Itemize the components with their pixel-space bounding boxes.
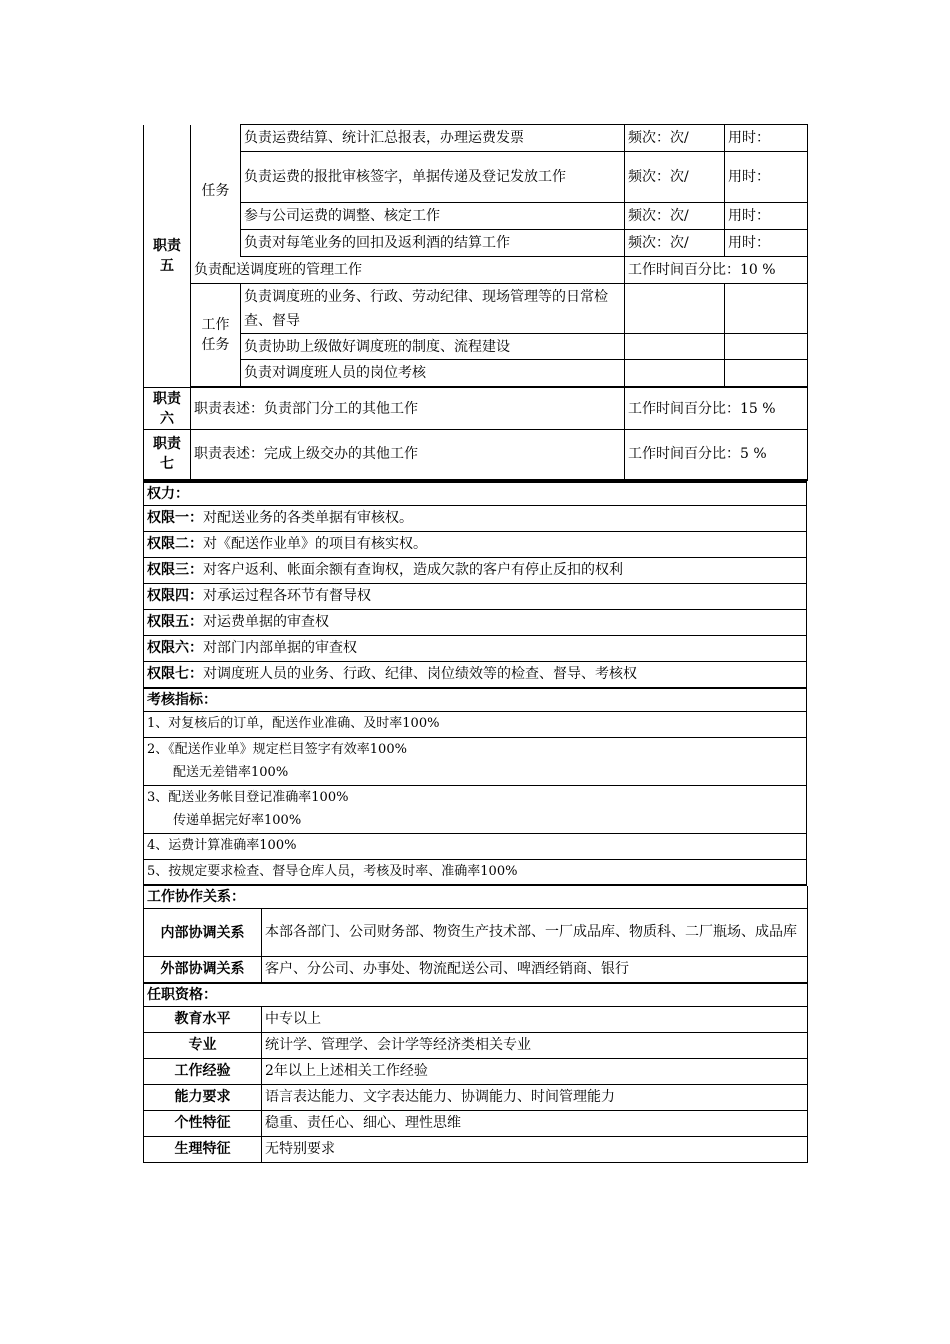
duties-table — [143, 124, 808, 481]
duty5-label-line2: 五 — [160, 257, 174, 274]
authority-item — [144, 557, 807, 583]
qualification-value: 语言表达能力、文字表达能力、协调能力、时间管理能力 — [262, 1084, 808, 1110]
cooperation-title: 工作协作关系： — [144, 886, 808, 909]
authority-label: 权限四： — [147, 588, 203, 604]
authority-title: 权力： — [144, 482, 807, 506]
duty5-sub2-task-1-time — [725, 284, 808, 334]
duty5-task-1: 负责运费结算、统计汇总报表，办理运费发票 — [241, 125, 625, 152]
duty5-sub2-task-3-freq — [625, 360, 725, 387]
duty6-percent: 工作时间百分比：15 % — [625, 388, 808, 430]
qualification-value: 稳重、责任心、细心、理性思维 — [262, 1110, 808, 1136]
authority-label: 权限七： — [147, 666, 203, 682]
internal-coordination-text: 本部各部门、公司财务部、物资生产技术部、一厂成品库、物质科、二厂瓶场、成品库 — [262, 909, 808, 957]
qualification-value: 中专以上 — [262, 1006, 808, 1032]
authority-text: 对部门内部单据的审查权 — [203, 640, 357, 656]
authority-item — [144, 583, 807, 609]
kpi-title: 考核指标： — [144, 688, 807, 711]
authority-table — [143, 481, 807, 688]
authority-text: 对调度班人员的业务、行政、纪律、岗位绩效等的检查、督导、考核权 — [203, 666, 637, 682]
duty5-task-2-time: 用时： — [725, 152, 808, 203]
job-description-page — [143, 124, 807, 1163]
authority-item — [144, 609, 807, 635]
duty5-sub1-label: 任务 — [191, 125, 241, 257]
internal-coordination-label: 内部协调关系 — [144, 909, 262, 957]
duty6-statement: 职责表述：负责部门分工的其他工作 — [191, 388, 625, 430]
duty5-sub2-task-1: 负责调度班的业务、行政、劳动纪律、现场管理等的日常检查、督导 — [241, 284, 625, 334]
authority-item — [144, 635, 807, 661]
qualification-title: 任职资格： — [144, 984, 808, 1007]
duty5-sub2-task-2-time — [725, 334, 808, 360]
duty7-statement: 职责表述：完成上级交办的其他工作 — [191, 430, 625, 480]
authority-item — [144, 661, 807, 687]
duty5-task-4-time: 用时： — [725, 230, 808, 257]
qualification-label: 教育水平 — [144, 1006, 262, 1032]
duty5-sub2-task-3: 负责对调度班人员的岗位考核 — [241, 360, 625, 387]
kpi-item — [144, 859, 807, 885]
kpi-line-2: 配送无差错率100% — [173, 765, 289, 780]
cooperation-table — [143, 886, 808, 984]
duty5-task-3-freq: 频次：次/ — [625, 203, 725, 230]
duty5-task-4-freq: 频次：次/ — [625, 230, 725, 257]
duty5-sub2-task-3-time — [725, 360, 808, 387]
duty5-label-line1: 职责 — [153, 237, 181, 254]
authority-text: 对承运过程各环节有督导权 — [203, 588, 371, 604]
duty5-sub2-task-2-freq — [625, 334, 725, 360]
duty5-task-3: 参与公司运费的调整、核定工作 — [241, 203, 625, 230]
duty5-task-2-freq: 频次：次/ — [625, 152, 725, 203]
qualification-value: 2年以上上述相关工作经验 — [262, 1058, 808, 1084]
authority-label: 权限五： — [147, 614, 203, 630]
kpi-line: 2、《配送作业单》规定栏目签字有效率100% — [147, 742, 407, 757]
authority-label: 权限六： — [147, 640, 203, 656]
qualification-value: 统计学、管理学、会计学等经济类相关专业 — [262, 1032, 808, 1058]
kpi-line: 1、对复核后的订单，配送作业准确、及时率100% — [147, 716, 440, 731]
qualification-label: 个性特征 — [144, 1110, 262, 1136]
kpi-line: 5、按规定要求检查、督导仓库人员，考核及时率、准确率100% — [147, 863, 518, 879]
duty7-percent: 工作时间百分比：5 % — [625, 430, 808, 480]
authority-item — [144, 531, 807, 557]
qualification-label: 专业 — [144, 1032, 262, 1058]
duty5-sub2-task-2: 负责协助上级做好调度班的制度、流程建设 — [241, 334, 625, 360]
qualification-label: 能力要求 — [144, 1084, 262, 1110]
qualification-value: 无特别要求 — [262, 1136, 808, 1162]
kpi-table — [143, 688, 807, 887]
kpi-item — [144, 833, 807, 859]
kpi-item — [144, 737, 807, 785]
duty5-sub2-label — [191, 284, 241, 387]
duty5-statement: 负责配送调度班的管理工作 — [191, 257, 625, 284]
qualification-label: 工作经验 — [144, 1058, 262, 1084]
authority-label: 权限三： — [147, 562, 203, 578]
duty5-task-2: 负责运费的报批审核签字，单据传递及登记发放工作 — [241, 152, 625, 203]
duty5-sub2-label-line2: 任务 — [201, 337, 230, 353]
duty5-task-4: 负责对每笔业务的回扣及返利酒的结算工作 — [241, 230, 625, 257]
kpi-line: 4、运费计算准确率100% — [147, 838, 297, 853]
duty6-label-line1: 职责 — [153, 390, 181, 407]
duty7-label-line1: 职责 — [153, 436, 181, 453]
kpi-line: 3、配送业务帐目登记准确率100% — [147, 790, 349, 805]
authority-text: 对客户返利、帐面余额有查询权，造成欠款的客户有停止反扣的权利 — [203, 562, 623, 578]
external-coordination-text: 客户、分公司、办事处、物流配送公司、啤酒经销商、银行 — [262, 957, 808, 983]
kpi-line-2: 传递单据完好率100% — [173, 813, 302, 828]
qualification-label: 生理特征 — [144, 1136, 262, 1162]
qualification-table — [143, 984, 808, 1163]
kpi-item — [144, 785, 807, 833]
duty5-task-1-freq: 频次：次/ — [625, 125, 725, 152]
authority-item — [144, 505, 807, 531]
kpi-item — [144, 711, 807, 737]
authority-label: 权限二： — [147, 536, 203, 552]
authority-text: 对运费单据的审查权 — [203, 614, 329, 630]
duty5-sub2-task-1-freq — [625, 284, 725, 334]
duty5-task-3-time: 用时： — [725, 203, 808, 230]
duty7-label — [144, 430, 191, 480]
duty6-label — [144, 388, 191, 430]
duty6-label-line2: 六 — [160, 410, 174, 427]
external-coordination-label: 外部协调关系 — [144, 957, 262, 983]
authority-text: 对《配送作业单》的项目有核实权。 — [203, 536, 427, 552]
duty5-task-1-time: 用时： — [725, 125, 808, 152]
authority-label: 权限一： — [147, 510, 203, 526]
duty5-label — [144, 125, 191, 388]
duty5-sub2-label-line1: 工作 — [201, 317, 230, 333]
duty5-percent: 工作时间百分比：10 % — [625, 257, 808, 284]
authority-text: 对配送业务的各类单据有审核权。 — [203, 510, 413, 526]
duty7-label-line2: 七 — [160, 456, 174, 473]
